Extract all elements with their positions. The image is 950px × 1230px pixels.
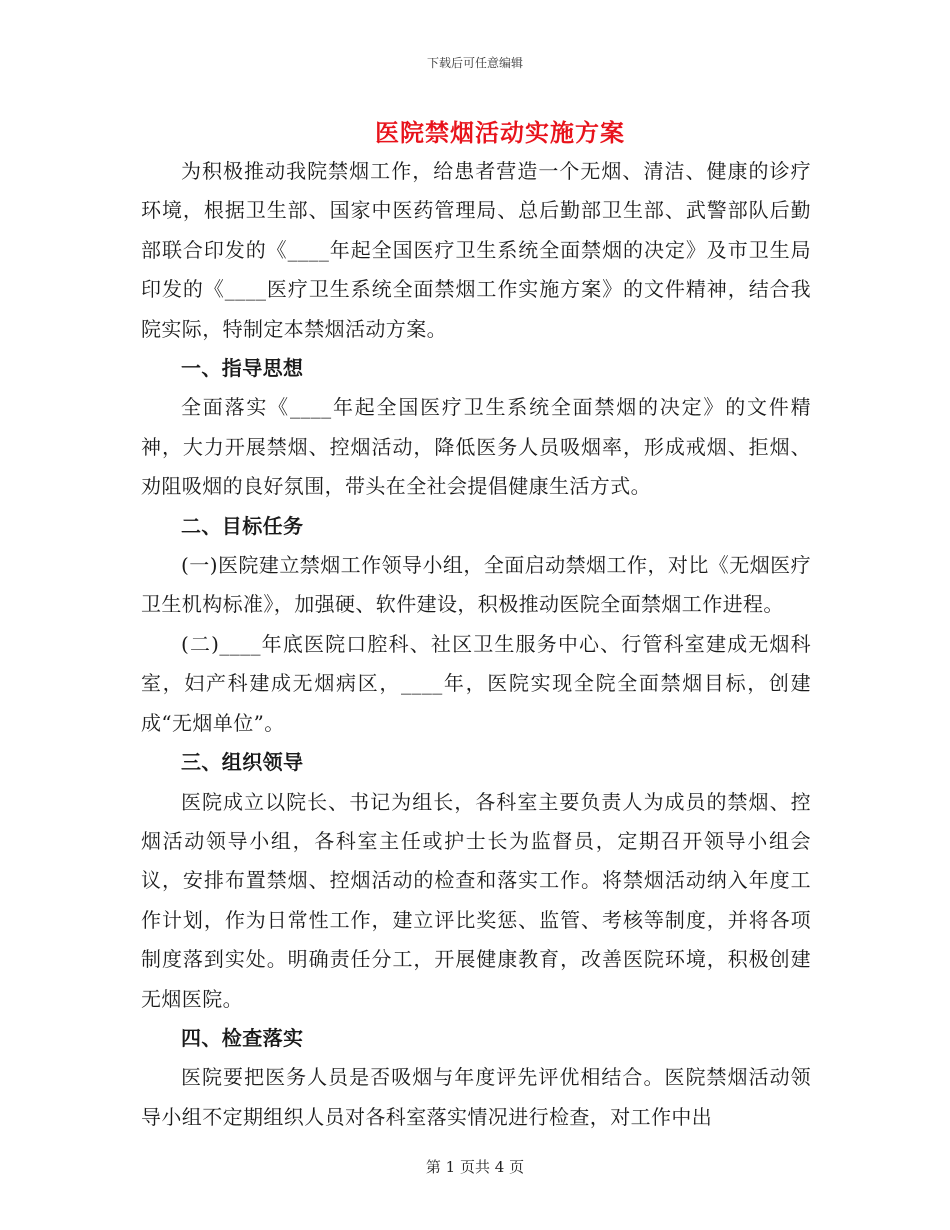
section-paragraph: 医院要把医务人员是否吸烟与年度评先评优相结合。医院禁烟活动领导小组不定期组织人员对各科室落实情况进行检查，对工作中出 (141, 1065, 811, 1129)
section-paragraph: (一)医院建立禁烟工作领导小组，全面启动禁烟工作，对比《无烟医疗卫生机构标准》，加强硬、软件建设，积极推动医院全面禁烟工作进程。 (141, 553, 811, 617)
section-paragraph: (二)____年底医院口腔科、社区卫生服务中心、行管科室建成无烟科室，妇产科建成无烟病区，____年，医院实现全院全面禁烟目标，创建成“无烟单位”。 (141, 631, 811, 735)
intro-paragraph: 为积极推动我院禁烟工作，给患者营造一个无烟、清洁、健康的诊疗环境，根据卫生部、国家中医药管理局、总后勤部卫生部、武警部队后勤部联合印发的《____年起全国医疗卫生系统全面禁烟的决定》及市卫生局印发的《____医疗卫生系统全面禁烟工作实施方案》的文件精神，结合我院实际，特制定本禁烟活动方案。 (141, 159, 811, 341)
section-paragraph: 全面落实《____年起全国医疗卫生系统全面禁烟的决定》的文件精神，大力开展禁烟、控烟活动，降低医务人员吸烟率，形成戒烟、拒烟、劝阻吸烟的良好氛围，带头在全社会提倡健康生活方式。 (141, 395, 811, 499)
section-paragraph: 医院成立以院长、书记为组长，各科室主要负责人为成员的禁烟、控烟活动领导小组，各科室主任或护士长为监督员，定期召开领导小组会议，安排布置禁烟、控烟活动的检查和落实工作。将禁烟活动纳入年度工作计划，作为日常性工作，建立评比奖惩、监管、考核等制度，并将各项制度落到实处。明确责任分工，开展健康教育，改善医院环境，积极创建无烟医院。 (141, 789, 811, 1011)
page-number-footer: 第 1 页共 4 页 (425, 1158, 525, 1176)
section-heading-inspection: 四、检查落实 (181, 1025, 304, 1050)
document-body (141, 152, 811, 1137)
section-heading-guiding-thought: 一、指导思想 (181, 356, 304, 381)
section-heading-organization: 三、组织领导 (181, 750, 304, 775)
section-heading-goals: 二、目标任务 (181, 513, 304, 538)
document-title: 医院禁烟活动实施方案 (375, 118, 625, 147)
header-note: 下载后可任意编辑 (426, 56, 523, 70)
